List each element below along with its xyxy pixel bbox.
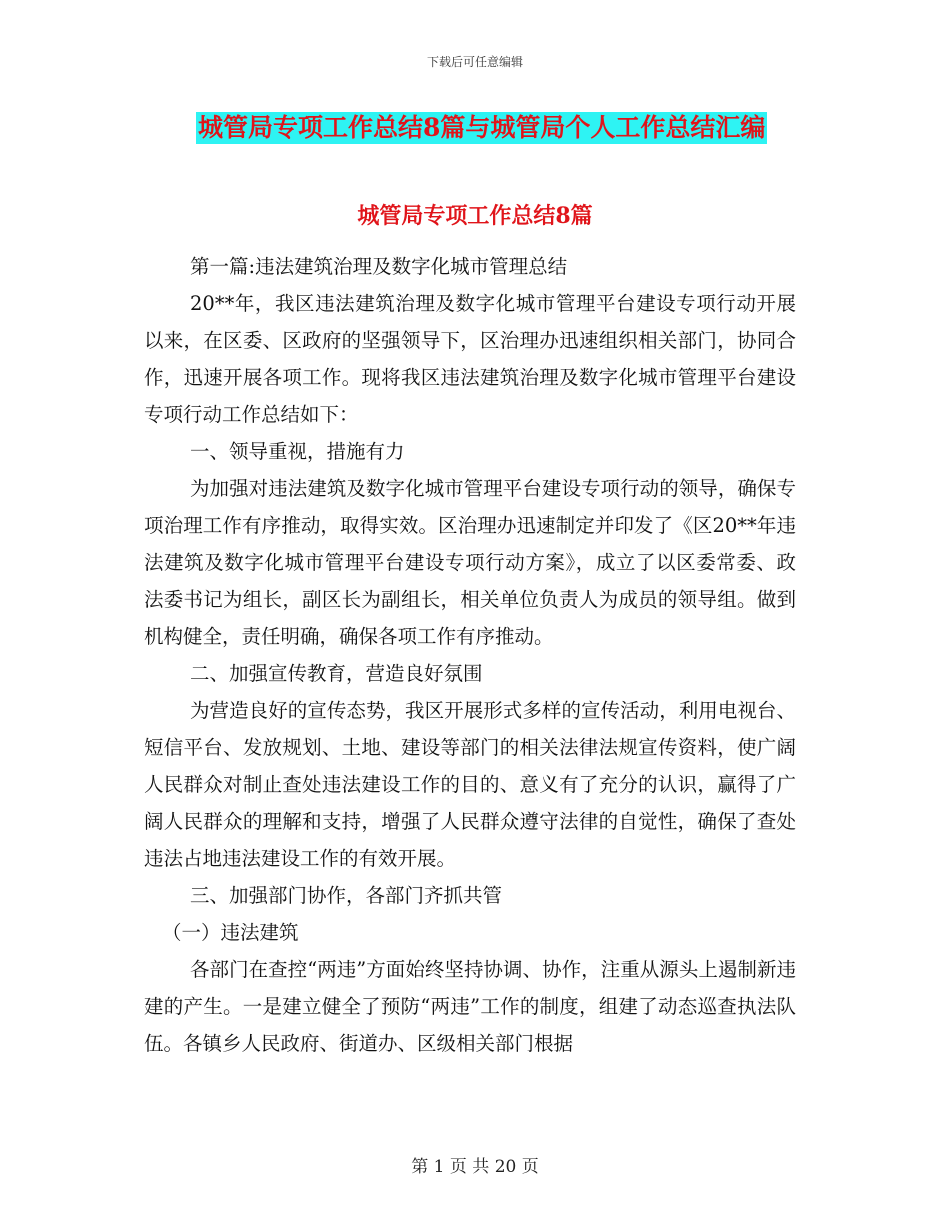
heading-3: 三、加强部门协作，各部门齐抓共管 <box>190 884 503 907</box>
heading-2: 二、加强宣传教育，营造良好氛围 <box>190 662 483 685</box>
sub-heading: （一）违法建筑 <box>162 921 299 944</box>
page-footer: 第 1 页 共 20 页 <box>411 1157 539 1177</box>
paragraph: 为加强对违法建筑及数字化城市管理平台建设专项行动的领导，确保专项治理工作有序推动，取得实效。区治理办迅速制定并印发了《区20**年违法建筑及数字化城市管理平台建设专项行动方案》，成立了以区委常委、政法委书记为组长，副区长为副组长，相关单位负责人为成员的领导组。做到机构健全，责任明确，确保各项工作有序推动。 <box>144 477 796 648</box>
paragraph: 为营造良好的宣传态势，我区开展形式多样的宣传活动，利用电视台、短信平台、发放规划、土地、建设等部门的相关法律法规宣传资料，使广阔人民群众对制止查处违法建设工作的目的、意义有了充分的认识，赢得了广阔人民群众的理解和支持，增强了人民群众遵守法律的自觉性，确保了查处违法占地违法建设工作的有效开展。 <box>144 699 796 870</box>
header-note: 下载后可任意编辑 <box>426 55 523 69</box>
paragraph: 20**年，我区违法建筑治理及数字化城市管理平台建设专项行动开展以来，在区委、区政府的坚强领导下，区治理办迅速组织相关部门，协同合作，迅速开展各项工作。现将我区违法建筑治理及数字化城市管理平台建设专项行动工作总结如下： <box>144 292 796 426</box>
section-title: 城管局专项工作总结8篇 <box>357 203 593 229</box>
document-body <box>144 248 796 1062</box>
document-title: 城管局专项工作总结8篇与城管局个人工作总结汇编 <box>198 113 766 142</box>
heading-1: 一、领导重视，措施有力 <box>190 440 405 463</box>
paragraph: 第一篇:违法建筑治理及数字化城市管理总结 <box>190 255 568 278</box>
paragraph: 各部门在查控“两违”方面始终坚持协调、协作，注重从源头上遏制新违建的产生。一是建立健全了预防“两违”工作的制度，组建了动态巡查执法队伍。各镇乡人民政府、街道办、区级相关部门根据 <box>144 958 796 1055</box>
